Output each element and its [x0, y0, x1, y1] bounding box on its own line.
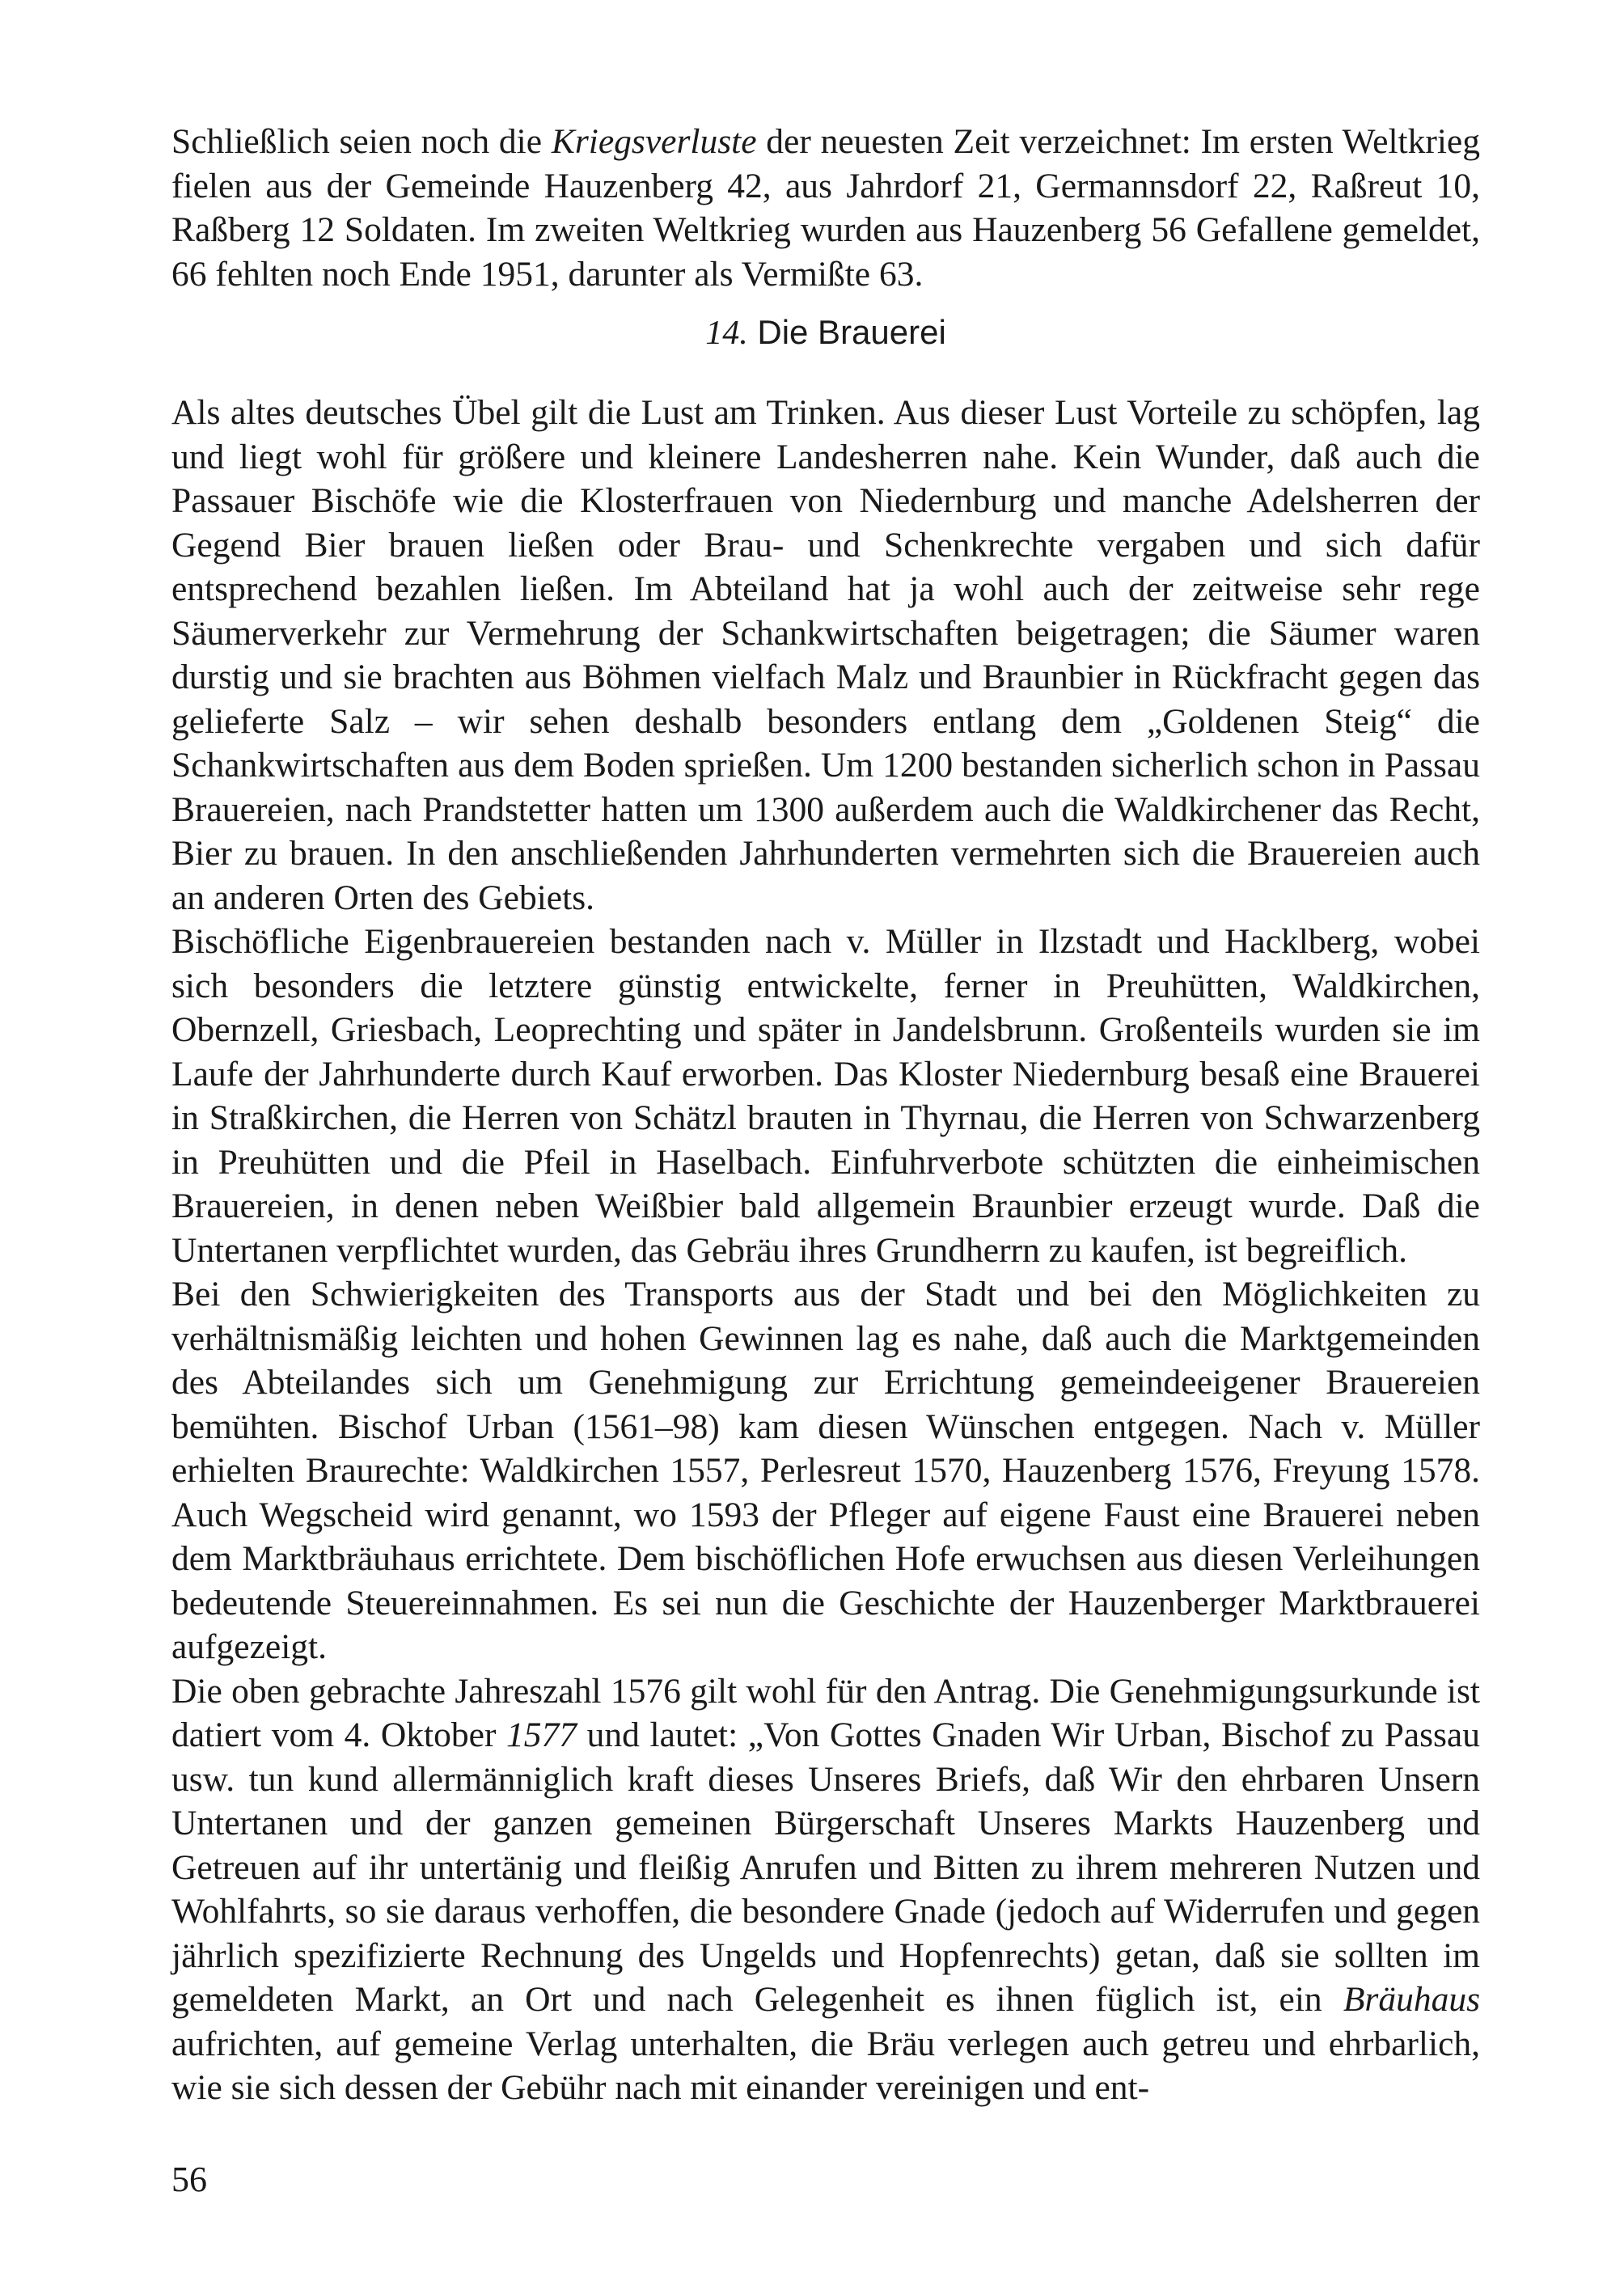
page-number: 56 — [171, 2160, 207, 2199]
italic-term: Bräuhaus — [1343, 1980, 1480, 2019]
italic-term: Kriegsverluste — [551, 122, 757, 161]
section-heading — [171, 311, 1480, 355]
paragraph-market-breweries: Bei den Schwierigkeiten des Transports aus der Stadt und bei den Möglichkeiten zu verhältnismäßig leichten und hohen Gewinnen lag es nahe, daß auch die Marktgemeinden des Abteilandes sich um Genehmigung zur Errichtung gemeindeeigener Brauereien bemühten. Bischof Urban (1561–98) kam diesen Wünschen entgegen. Nach v. Müller erhielten Braurechte: Waldkirchen 1557, Perlesreut 1570, Hauzenberg 1576, Freyung 1578. Auch Wegscheid wird genannt, wo 1593 der Pfleger auf eigene Faust eine Brauerei neben dem Marktbräuhaus errichtete. Dem bischöflichen Hofe erwuchsen aus diesen Verleihungen bedeutende Steuereinnahmen. Es sei nun die Geschichte der Hauzenberger Marktbrauerei aufgezeigt. — [171, 1275, 1480, 1666]
text-run: der neuesten Zeit verzeichnet: Im ersten Weltkrieg fielen aus der Gemeinde Hauzenberg 42, aus Jahrdorf 21, Germannsdorf 22, Raßreut 10, Raßberg 12 Soldaten. Im zweiten Weltkrieg wurden aus Hauzenberg 56 Gefallene gemeldet, 66 fehlten noch Ende 1951, darunter als Vermißte 63. — [171, 122, 1480, 294]
text-run: Schließlich seien noch die — [171, 122, 552, 161]
paragraph-war-losses — [171, 120, 1480, 296]
section-title: Die Brauerei — [757, 313, 946, 351]
text-run: aufrichten, auf gemeine Verlag unterhalten, die Bräu verlegen auch getreu und ehrbarlich, wie sie sich dessen der Gebühr nach mit einander vereinigen und ent- — [171, 2024, 1480, 2107]
page-body — [171, 120, 1480, 2110]
paragraph-bishop-breweries: Bischöfliche Eigenbrauereien bestanden nach v. Müller in Ilzstadt und Hacklberg, wobei sich besonders die letztere günstig entwickelte, ferner in Preuhütten, Waldkirchen, Obernzell, Griesbach, Leoprechting und später in Jandelsbrunn. Großenteils wurden sie im Laufe der Jahrhunderte durch Kauf erworben. Das Kloster Niedernburg besaß eine Brauerei in Straßkirchen, die Herren von Schätzl brauten in Thyrnau, die Herren von Schwarzenberg in Preuhütten und die Pfeil in Haselbach. Einfuhrverbote schützten die einheimischen Brauereien, in denen neben Weißbier bald allgemein Braunbier erzeugt wurde. Daß die Untertanen verpflichtet wurden, das Gebräu ihres Grundherrn zu kaufen, ist begreiflich. — [171, 922, 1480, 1270]
paragraph-charter — [171, 1669, 1480, 2110]
italic-year: 1577 — [506, 1716, 577, 1754]
section-number: 14. — [705, 315, 748, 352]
text-run: Die oben gebrachte Jahreszahl 1576 gilt wohl für den Antrag. Die Genehmigungsurkunde ist datiert vom 4. Oktober — [171, 1671, 1480, 1754]
paragraph-intro: Als altes deutsches Übel gilt die Lust am Trinken. Aus dieser Lust Vorteile zu schöpfen, lag und liegt wohl für größere und kleinere Landesherren nahe. Kein Wunder, daß auch die Passauer Bischöfe wie die Klosterfrauen von Niedernburg und manche Adelsherren der Gegend Bier brauen ließen oder Brau- und Schenkrechte vergaben und sich dafür entsprechend bezahlen ließen. Im Abteiland hat ja wohl auch der zeitweise sehr rege Säumerverkehr zur Vermehrung der Schankwirtschaften beigetragen; die Säumer waren durstig und sie brachten aus Böhmen vielfach Malz und Braunbier in Rückfracht gegen das gelieferte Salz – wir sehen deshalb besonders entlang dem „Goldenen Steig“ die Schankwirtschaften aus dem Boden sprießen. Um 1200 bestanden sicherlich schon in Passau Brauereien, nach Prandstetter hatten um 1300 außerdem auch die Waldkirchener das Recht, Bier zu brauen. In den anschließenden Jahrhunderten vermehrten sich die Brauereien auch an anderen Orten des Gebiets. — [171, 393, 1480, 917]
text-run: und lautet: „Von Gottes Gnaden Wir Urban, Bischof zu Passau usw. tun kund allermänniglich kraft dieses Unseres Briefs, daß Wir den ehrbaren Unsern Untertanen und der ganzen gemeinen Bürgerschaft Unseres Markts Hauzenberg und Getreuen auf ihr untertänig und fleißig Anrufen und Bitten zu ihrem mehreren Nutzen und Wohlfahrts, so sie daraus verhoffen, die besondere Gnade (jedoch auf Widerrufen und gegen jährlich spezifizierte Rechnung des Ungelds und Hopfenrechts) getan, daß sie sollten im gemeldeten Markt, an Ort und nach Gelegenheit es ihnen füglich ist, ein — [171, 1716, 1480, 2019]
